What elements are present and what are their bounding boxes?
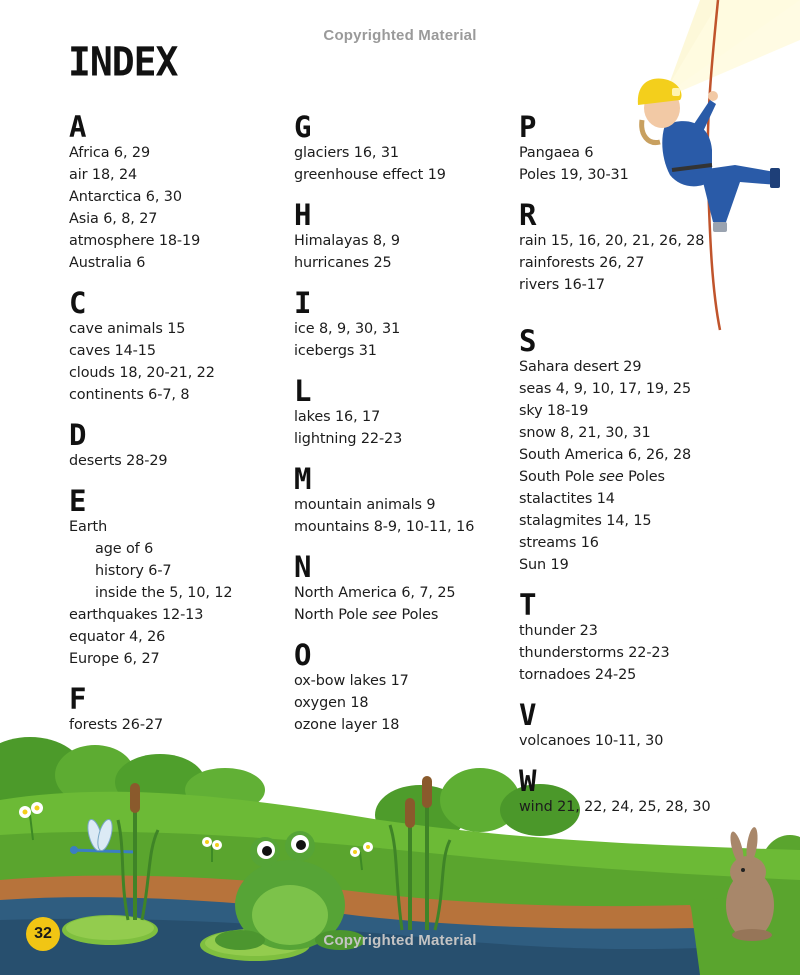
index-entry: mountains 8-9, 10-11, 16	[294, 519, 475, 535]
section-letter: R	[519, 198, 537, 232]
section-letter: S	[519, 324, 537, 358]
index-entry: atmosphere 18-19	[69, 233, 201, 249]
index-entry: Europe 6, 27	[69, 651, 160, 667]
index-section	[69, 112, 232, 274]
index-section	[519, 112, 711, 186]
index-entry: Asia 6, 8, 27	[69, 211, 158, 227]
index-subentry: history 6-7	[95, 563, 172, 579]
index-entry: greenhouse effect 19	[294, 167, 446, 183]
index-column-3	[519, 112, 711, 818]
index-entry: deserts 28-29	[69, 453, 168, 469]
section-letter: L	[294, 374, 312, 408]
section-letter: D	[69, 418, 87, 452]
index-entry: Earth	[69, 519, 108, 535]
index-section	[519, 590, 711, 686]
index-entry: glaciers 16, 31	[294, 145, 399, 161]
watermark-top: Copyrighted Material	[323, 27, 477, 44]
index-entry: icebergs 31	[294, 343, 377, 359]
index-entry: seas 4, 9, 10, 17, 19, 25	[519, 381, 692, 397]
index-entry: thunderstorms 22-23	[519, 645, 670, 661]
index-entry: Pangaea 6	[519, 145, 594, 161]
index-section	[69, 684, 232, 736]
index-entry: snow 8, 21, 30, 31	[519, 425, 651, 441]
index-entry: South America 6, 26, 28	[519, 447, 692, 463]
index-entry: mountain animals 9	[294, 497, 436, 513]
index-entry: sky 18-19	[519, 403, 589, 419]
section-letter: E	[69, 484, 87, 518]
index-section	[519, 326, 711, 576]
section-letter: G	[294, 110, 312, 144]
index-entry: South Pole see Poles	[519, 469, 665, 485]
index-entry: Himalayas 8, 9	[294, 233, 400, 249]
index-entry: stalactites 14	[519, 491, 615, 507]
index-subentry: age of 6	[95, 541, 154, 557]
index-entry: rainforests 26, 27	[519, 255, 645, 271]
index-section	[294, 112, 474, 186]
index-entry: ozone layer 18	[294, 717, 400, 733]
section-letter: V	[519, 698, 537, 732]
index-section	[294, 200, 474, 274]
index-entry: equator 4, 26	[69, 629, 166, 645]
index-section	[294, 376, 474, 450]
index-entry: North Pole see Poles	[294, 607, 439, 623]
watermark-bottom: Copyrighted Material	[323, 932, 477, 949]
index-entry: wind 21, 22, 24, 25, 28, 30	[519, 799, 711, 815]
section-letter: P	[519, 110, 537, 144]
section-letter: C	[69, 286, 87, 320]
index-entry: Poles 19, 30-31	[519, 167, 629, 183]
index-entry: streams 16	[519, 535, 599, 551]
index-entry: North America 6, 7, 25	[294, 585, 456, 601]
index-entry: Africa 6, 29	[69, 145, 151, 161]
index-entry: clouds 18, 20-21, 22	[69, 365, 215, 381]
section-letter: O	[294, 638, 312, 672]
index-entry: lightning 22-23	[294, 431, 403, 447]
light-beam-glow	[660, 0, 800, 100]
index-column-2	[294, 112, 474, 736]
page-number-badge: 32	[26, 917, 60, 951]
index-entry: caves 14-15	[69, 343, 156, 359]
index-section	[69, 486, 232, 670]
section-letter: H	[294, 198, 312, 232]
section-letter: A	[69, 110, 87, 144]
index-entry: Sahara desert 29	[519, 359, 642, 375]
index-section	[519, 766, 711, 818]
section-letter: M	[294, 462, 312, 496]
index-subentry: inside the 5, 10, 12	[95, 585, 233, 601]
index-entry: ox-bow lakes 17	[294, 673, 409, 689]
index-entry: ice 8, 9, 30, 31	[294, 321, 401, 337]
rabbit-illustration	[726, 826, 774, 941]
index-entry: Australia 6	[69, 255, 146, 271]
index-entry: continents 6-7, 8	[69, 387, 190, 403]
index-section	[294, 288, 474, 362]
index-entry: forests 26-27	[69, 717, 164, 733]
index-entry: lakes 16, 17	[294, 409, 381, 425]
page-title: INDEX	[68, 38, 178, 86]
index-entry: tornadoes 24-25	[519, 667, 637, 683]
index-section	[294, 640, 474, 736]
index-section	[294, 552, 474, 626]
index-section	[519, 700, 711, 752]
section-letter: I	[294, 286, 312, 320]
index-entry: earthquakes 12-13	[69, 607, 204, 623]
index-column-1	[69, 112, 232, 736]
index-entry: rivers 16-17	[519, 277, 605, 293]
index-entry: thunder 23	[519, 623, 598, 639]
index-section	[69, 420, 232, 472]
index-entry: stalagmites 14, 15	[519, 513, 652, 529]
index-section	[294, 464, 474, 538]
index-entry: oxygen 18	[294, 695, 369, 711]
index-entry: volcanoes 10-11, 30	[519, 733, 664, 749]
section-letter: N	[294, 550, 312, 584]
index-entry: air 18, 24	[69, 167, 138, 183]
index-entry: rain 15, 16, 20, 21, 26, 28	[519, 233, 705, 249]
index-section	[69, 288, 232, 406]
index-entry: Sun 19	[519, 557, 569, 573]
section-letter: T	[519, 588, 537, 622]
section-letter: W	[519, 764, 537, 798]
section-letter: F	[69, 682, 87, 716]
index-section	[519, 200, 711, 296]
index-entry: Antarctica 6, 30	[69, 189, 182, 205]
index-entry: cave animals 15	[69, 321, 186, 337]
index-entry: hurricanes 25	[294, 255, 392, 271]
